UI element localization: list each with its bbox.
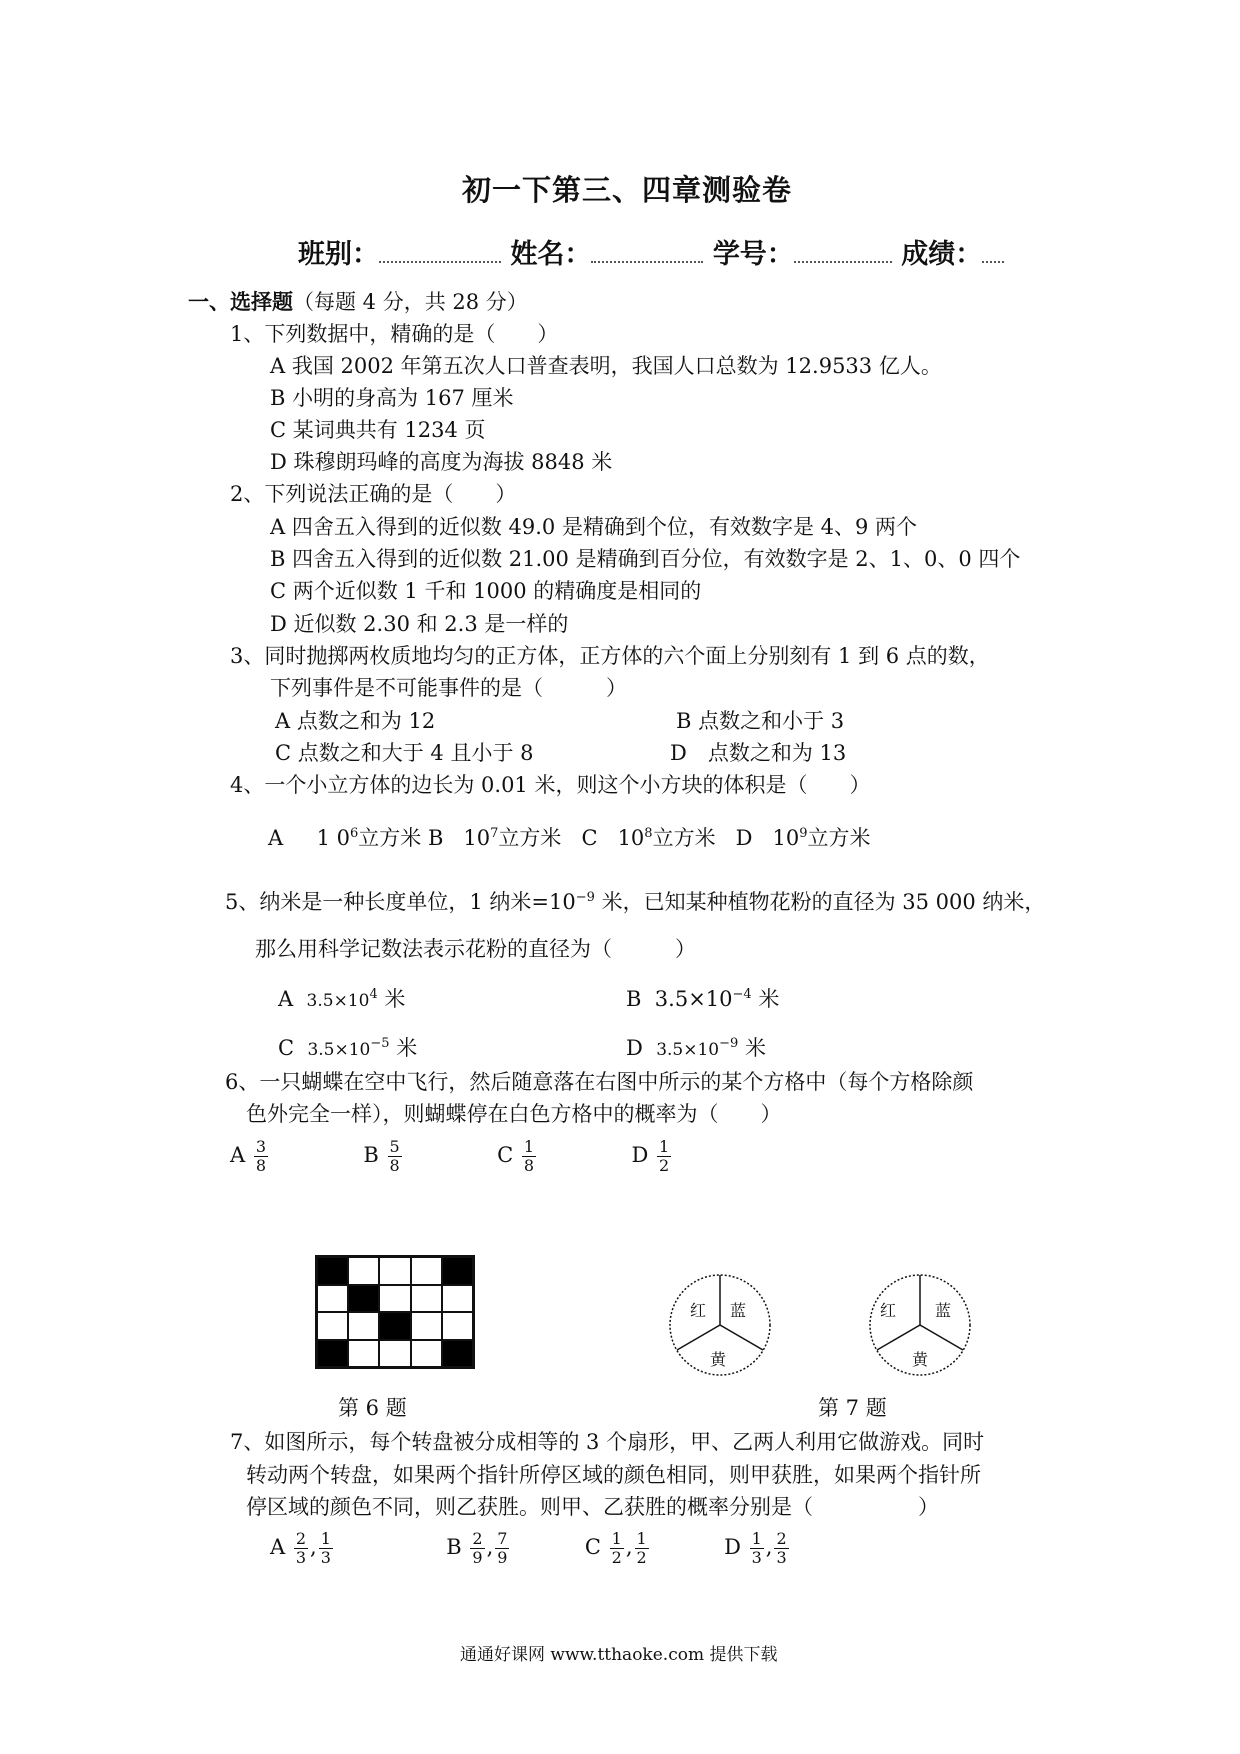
q5-option-d-exp: −9 xyxy=(719,1036,739,1051)
score-field[interactable] xyxy=(982,243,1004,263)
q2-option-d: D 近似数 2.30 和 2.3 是一样的 xyxy=(270,612,569,636)
q5-option-c xyxy=(278,1032,417,1062)
grid-cell xyxy=(411,1312,442,1340)
q5-option-b-exp: −4 xyxy=(732,987,752,1002)
q7-d-fraction-1 xyxy=(750,1530,764,1567)
name-label: 姓名： xyxy=(510,239,592,270)
q3-option-b: B 点数之和小于 3 xyxy=(676,709,845,733)
q6-a-numerator: 3 xyxy=(255,1137,267,1156)
q7-c-fraction-2 xyxy=(635,1530,649,1567)
denominator: 2 xyxy=(636,1548,647,1567)
spinner-2-red-label: 红 xyxy=(880,1301,897,1320)
q4-option-a-base: 1 0 xyxy=(316,826,350,850)
q4-option-b-label: B xyxy=(427,826,444,850)
q4-option-c-base: 10 xyxy=(617,826,645,850)
grid-cell xyxy=(379,1285,410,1313)
q5-option-d xyxy=(626,1032,766,1062)
numerator: 7 xyxy=(497,1529,508,1548)
numerator: 1 xyxy=(320,1529,331,1548)
q6-d-denominator: 2 xyxy=(658,1156,670,1175)
section-title: 一、选择题 xyxy=(188,289,293,314)
separator: , xyxy=(625,1535,633,1559)
q7-d-fraction-2 xyxy=(774,1530,788,1567)
q5-option-b xyxy=(626,983,779,1013)
q6-option-c-fraction xyxy=(522,1138,536,1175)
q4-option-c-label: C xyxy=(581,826,598,850)
spinner-1-red-label: 红 xyxy=(690,1301,707,1320)
fig7-caption: 第 7 题 xyxy=(818,1396,887,1420)
q5-stem-line1 xyxy=(225,886,1045,916)
grid-cell xyxy=(348,1312,379,1340)
q5-option-a-unit: 米 xyxy=(377,987,406,1011)
q5-option-b-unit: 米 xyxy=(751,987,780,1011)
q5-option-b-label: B xyxy=(626,987,642,1011)
q3-option-a: A 点数之和为 12 xyxy=(275,709,436,733)
numerator: 1 xyxy=(751,1529,762,1548)
q4-option-a-exp: 6 xyxy=(349,826,359,841)
q1-option-b: B 小明的身高为 167 厘米 xyxy=(270,386,514,410)
q7-a-fraction-2 xyxy=(319,1530,333,1567)
q6-stem-line1: 6、一只蝴蝶在空中飞行，然后随意落在右图中所示的某个方格中（每个方格除颜 xyxy=(225,1070,974,1094)
q1-option-c: C 某词典共有 1234 页 xyxy=(270,418,486,442)
q7-option-c-label: C xyxy=(584,1535,601,1559)
q7-a-fraction-1 xyxy=(294,1530,308,1567)
class-field[interactable] xyxy=(379,243,501,263)
q7-options xyxy=(270,1530,791,1567)
q5-stem-pre: 5、纳米是一种长度单位，1 纳米=10 xyxy=(225,890,576,914)
class-label: 班别： xyxy=(298,239,379,270)
q5-option-c-val: 3.5×10 xyxy=(307,1040,371,1060)
spinner-1-blue-label: 蓝 xyxy=(730,1301,747,1320)
numerator: 2 xyxy=(472,1529,483,1548)
grid-cell xyxy=(442,1285,473,1313)
grid-cell xyxy=(317,1340,348,1368)
q5-option-c-unit: 米 xyxy=(389,1036,418,1060)
q7-stem-line1: 7、如图所示，每个转盘被分成相等的 3 个扇形，甲、乙两人利用它做游戏。同时 xyxy=(230,1430,985,1454)
name-field[interactable] xyxy=(591,243,703,263)
denominator: 3 xyxy=(320,1548,331,1567)
grid-cell xyxy=(379,1312,410,1340)
grid-cell xyxy=(317,1285,348,1313)
q5-option-b-val: 3.5×10 xyxy=(654,987,733,1011)
grid-cell xyxy=(442,1340,473,1368)
q4-option-c-exp: 8 xyxy=(644,826,653,841)
q1-option-a: A 我国 2002 年第五次人口普查表明，我国人口总数为 12.9533 亿人。 xyxy=(270,354,942,378)
q2-option-b: B 四舍五入得到的近似数 21.00 是精确到百分位，有效数字是 2、1、0、0 四个 xyxy=(270,547,1021,571)
number-field[interactable] xyxy=(794,243,892,263)
q4-option-a-label: A xyxy=(268,826,284,850)
q4-option-b-unit: 立方米 xyxy=(498,826,562,850)
separator: , xyxy=(765,1535,773,1559)
page-title: 初一下第三、四章测验卷 xyxy=(462,173,793,207)
q5-option-a xyxy=(278,983,405,1013)
q4-option-a-unit: 立方米 xyxy=(358,826,422,850)
denominator: 3 xyxy=(776,1548,787,1567)
grid-cell xyxy=(379,1340,410,1368)
number-label: 学号： xyxy=(712,239,794,270)
q5-stem-post: 米，已知某种植物花粉的直径为 35 000 纳米， xyxy=(594,890,1046,914)
q7-stem-line2: 转动两个转盘，如果两个指针所停区域的颜色相同，则甲获胜，如果两个指针所 xyxy=(246,1463,981,1487)
q3-stem-line2: 下列事件是不可能事件的是（ ） xyxy=(270,676,627,700)
q1-option-d: D 珠穆朗玛峰的高度为海拔 8848 米 xyxy=(270,450,613,474)
q1-stem: 1、下列数据中，精确的是（ ） xyxy=(230,322,559,346)
q7-option-b-label: B xyxy=(446,1535,462,1559)
denominator: 3 xyxy=(751,1548,762,1567)
grid-cell xyxy=(317,1312,348,1340)
q4-option-d-label: D xyxy=(735,826,753,850)
numerator: 2 xyxy=(776,1529,787,1548)
q6-d-numerator: 1 xyxy=(658,1137,670,1156)
q4-option-b-exp: 7 xyxy=(490,826,499,841)
grid-cell xyxy=(317,1257,348,1285)
q7-option-d-label: D xyxy=(724,1535,741,1559)
separator: , xyxy=(486,1535,494,1559)
section-note: （每题 4 分，共 28 分） xyxy=(293,290,528,314)
q6-option-d-fraction xyxy=(657,1138,671,1175)
q6-option-d-label: D xyxy=(631,1143,649,1167)
q6-c-numerator: 1 xyxy=(523,1137,535,1156)
grid-cell xyxy=(411,1257,442,1285)
q7-b-fraction-1 xyxy=(470,1530,484,1567)
grid-cell xyxy=(442,1257,473,1285)
grid-cell xyxy=(379,1257,410,1285)
q4-option-c-unit: 立方米 xyxy=(652,826,716,850)
denominator: 9 xyxy=(497,1548,508,1567)
q5-stem-exp: −9 xyxy=(575,890,595,905)
q6-b-denominator: 8 xyxy=(389,1156,400,1175)
q7-b-fraction-2 xyxy=(495,1530,509,1567)
grid-cell xyxy=(411,1340,442,1368)
q6-b-numerator: 5 xyxy=(389,1137,400,1156)
q7-stem-line3: 停区域的颜色不同，则乙获胜。则甲、乙获胜的概率分别是（ ） xyxy=(246,1495,939,1519)
q5-option-a-val: 3.5×10 xyxy=(306,991,370,1011)
q2-stem: 2、下列说法正确的是（ ） xyxy=(230,482,517,506)
q5-stem-line2: 那么用科学记数法表示花粉的直径为（ ） xyxy=(255,937,696,961)
spinner-2-blue-label: 蓝 xyxy=(935,1301,952,1320)
q2-option-c: C 两个近似数 1 千和 1000 的精确度是相同的 xyxy=(270,579,702,603)
denominator: 2 xyxy=(611,1548,622,1567)
separator: , xyxy=(310,1535,317,1559)
q3-option-d: D 点数之和为 13 xyxy=(670,741,847,765)
grid-cell xyxy=(348,1340,379,1368)
q4-option-d-base: 10 xyxy=(772,826,800,850)
numerator: 1 xyxy=(611,1529,622,1548)
q7-option-a-label: A xyxy=(270,1535,286,1559)
fig6-caption: 第 6 题 xyxy=(338,1396,407,1420)
q3-option-c: C 点数之和大于 4 且小于 8 xyxy=(275,741,534,765)
spinner-1-yellow-label: 黄 xyxy=(710,1350,727,1369)
spinner-2-yellow-label: 黄 xyxy=(912,1350,929,1369)
denominator: 3 xyxy=(295,1548,307,1567)
q7-c-fraction-1 xyxy=(610,1530,624,1567)
grid-cell xyxy=(348,1257,379,1285)
q6-option-a-label: A xyxy=(230,1143,246,1167)
footer-credit: 通通好课网 www.tthaoke.com 提供下载 xyxy=(460,1645,778,1665)
q6-grid-figure xyxy=(315,1255,475,1369)
q4-option-d-unit: 立方米 xyxy=(807,826,871,850)
q6-option-b-label: B xyxy=(363,1143,379,1167)
numerator: 2 xyxy=(295,1529,307,1548)
grid-cell xyxy=(411,1285,442,1313)
q4-option-b-base: 10 xyxy=(463,826,491,850)
q6-a-denominator: 8 xyxy=(255,1156,267,1175)
q5-option-d-val: 3.5×10 xyxy=(656,1040,720,1060)
section-heading xyxy=(188,286,528,316)
q5-option-c-exp: −5 xyxy=(370,1036,390,1051)
spinner-1-divider xyxy=(720,1325,763,1350)
q5-option-c-label: C xyxy=(278,1036,295,1060)
student-info-row xyxy=(298,232,1004,271)
score-label: 成绩： xyxy=(901,239,983,270)
grid-cell xyxy=(348,1285,379,1313)
denominator: 9 xyxy=(472,1548,483,1567)
q2-option-a: A 四舍五入得到的近似数 49.0 是精确到个位，有效数字是 4、9 两个 xyxy=(270,515,918,539)
q6-option-a-fraction xyxy=(254,1138,268,1175)
numerator: 1 xyxy=(636,1529,647,1548)
q6-options xyxy=(230,1138,673,1175)
grid-cell xyxy=(442,1312,473,1340)
q6-c-denominator: 8 xyxy=(523,1156,535,1175)
q6-stem-line2: 色外完全一样），则蝴蝶停在白色方格中的概率为（ ） xyxy=(246,1102,782,1126)
q5-option-a-exp: 4 xyxy=(369,987,378,1002)
q5-option-d-unit: 米 xyxy=(738,1036,766,1060)
q6-option-b-fraction xyxy=(388,1138,402,1175)
q4-options xyxy=(268,822,871,852)
q4-option-d-exp: 9 xyxy=(799,826,808,841)
q6-option-c-label: C xyxy=(497,1143,514,1167)
q5-option-d-label: D xyxy=(626,1036,643,1060)
q4-stem: 4、一个小立方体的边长为 0.01 米，则这个小方块的体积是（ ） xyxy=(230,773,871,797)
q5-option-a-label: A xyxy=(278,987,294,1011)
q3-stem-line1: 3、同时抛掷两枚质地均匀的正方体，正方体的六个面上分别刻有 1 到 6 点的数， xyxy=(230,644,990,668)
